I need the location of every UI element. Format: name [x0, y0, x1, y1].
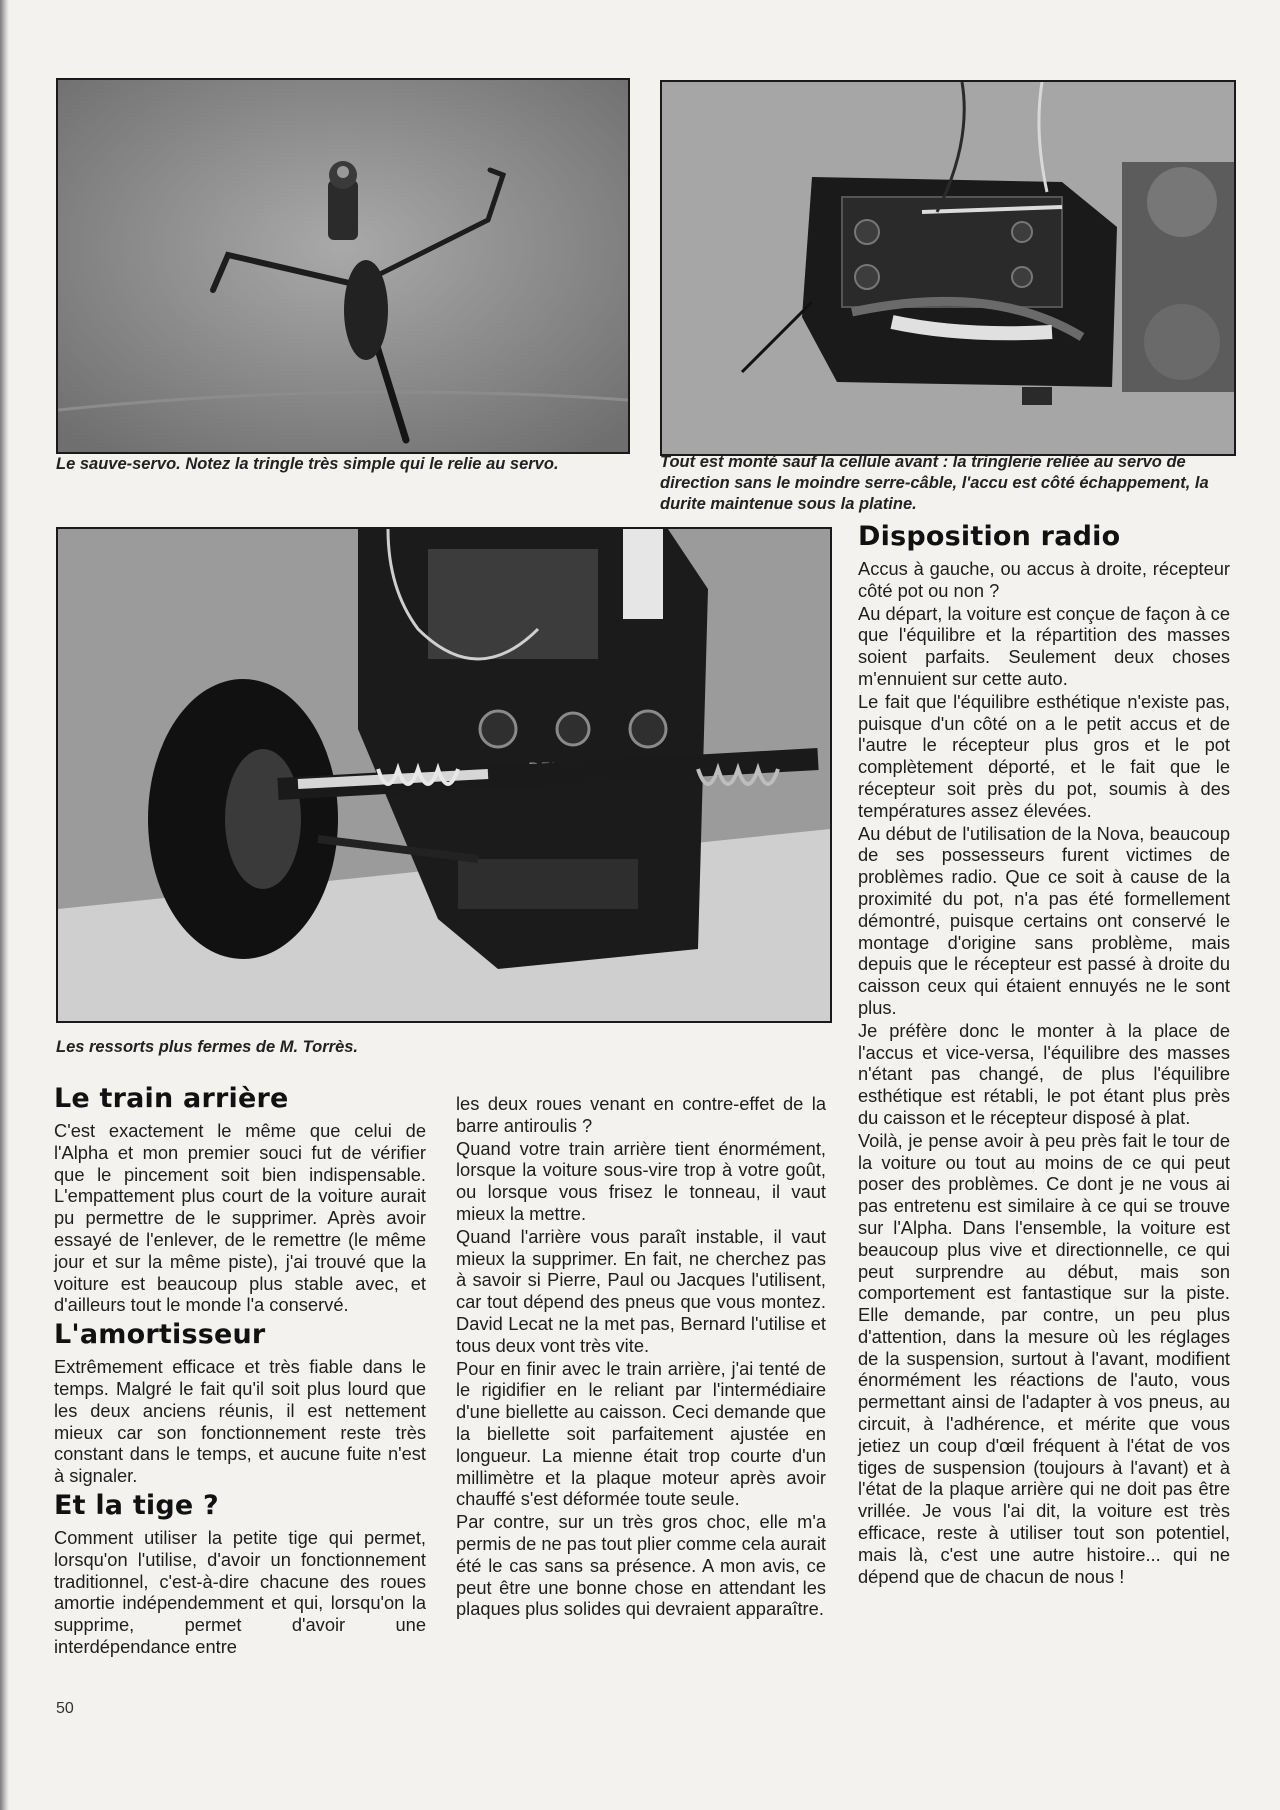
- column-3: [858, 518, 1230, 1588]
- radio-paragraph-1: Accus à gauche, ou accus à droite, récepteur côté pot ou non ?: [858, 558, 1230, 601]
- radio-paragraph-4: Au début de l'utilisation de la Nova, beaucoup de ses possesseurs furent victimes de problèmes radio. Que ce soit à cause de la proximité du pot, n'a pas été formellement démontré, puisque certains ont conservé le montage d'origine sans problème, mais depuis que le récepteur est passé à droite du caisson ceux qui étaient ennuyés ne le sont plus.: [858, 822, 1230, 1018]
- page-edge-shadow: [0, 0, 9, 1810]
- caption-servo-saver: Le sauve-servo. Notez la tringle très simple qui le relie au servo.: [56, 455, 559, 473]
- rod-paragraph-1: Comment utiliser la petite tige qui permet, lorsqu'on l'utilise, d'avoir un fonctionnement traditionnel, c'est-à-dire chacune des roues amortie indépendemment et qui, lorsqu'on la supprime, permet d'avoir une interdépendance entre: [54, 1526, 426, 1657]
- damper-paragraph-1: Extrêmement efficace et très fiable dans le temps. Malgré le fait qu'il soit plus lourd que les deux anciens réunis, il est nettement mieux car son fonctionnement reste très constant dans le temps, et aucune fuite n'est à signaler.: [54, 1356, 426, 1487]
- column-2: [456, 1093, 826, 1621]
- heading-damper: L'amortisseur: [54, 1319, 266, 1351]
- page-number: 50: [56, 1700, 74, 1717]
- rod-paragraph-4: Pour en finir avec le train arrière, j'ai tenté de le rigidifier en le reliant par l'intermédiaire d'une biellette au caisson. Ceci demande que la biellette soit parfaitement ajustée en longueur. La mienne était trop courte d'un millimètre et la plaque moteur après avoir chauffé s'est déformée toute seule.: [456, 1357, 826, 1510]
- heading-rod: Et la tige ?: [54, 1489, 219, 1521]
- rod-paragraph-2: Quand votre train arrière tient énormément, lorsque la voiture sous-vire trop à votre goût, ou lorsque vous frisez le tonneau, il vaut mieux la mettre.: [456, 1137, 826, 1224]
- photo-radio-tray: [660, 80, 1236, 456]
- rod-paragraph-3: Quand l'arrière vous paraît instable, il vaut mieux la supprimer. En fait, ne cherchez pas à savoir si Pierre, Paul ou Jacques l'utilisent, car tout dépend des pneus que vous montez. David Lecat ne la met pas, Bernard l'utilise et tous deux vont très vite.: [456, 1225, 826, 1356]
- rear-axle-paragraph-1: C'est exactement le même que celui de l'Alpha et mon premier souci fut de vérifier que le pincement soit bien indispensable. L'empattement plus court de la voiture aurait pu permettre de le supprimer. Après avoir essayé de l'enlever, de le remettre (le même jour et sur la même piste), j'ai trouvé que la voiture est beaucoup plus stable avec, et d'ailleurs tout le monde l'a conservé.: [54, 1120, 426, 1316]
- radio-paragraph-3: Le fait que l'équilibre esthétique n'existe pas, puisque d'un côté on a le petit accus et de l'autre le récepteur plus gros et le pot complètement déporté, et le fait que le récepteur soit près du pot, soumis à des températures assez élevées.: [858, 690, 1230, 821]
- radio-paragraph-5: Je préfère donc le monter à la place de l'accus et vice-versa, l'équilibre des masses n'étant pas changé, de plus l'équilibre esthétique est rétabli, le pot étant plus près du caisson et le récepteur disposé à plat.: [858, 1019, 1230, 1128]
- radio-paragraph-6: Voilà, je pense avoir à peu près fait le tour de la voiture ou tout au moins de ce qui peut poser des problèmes. Ce dont je ne vous ai pas entretenu est similaire à ce qui se trouve sur l'Alpha. Dans l'ensemble, la voiture est beaucoup plus vive et directionnelle, ce qui peut surprendre au début, mais son comportement est fantastique sur la piste. Elle demande, par contre, un peu plus d'attention, dans la mesure où les réglages de la suspension, surtout à l'avant, modifient énormément les réactions de l'auto, vous permettant ainsi de l'adapter à vos pneus, au circuit, à l'adhérence, et mérite que vous jetiez un coup d'œil fréquent à l'état de vos tiges de suspension (toujours à l'avant) et à l'état de la plaque arrière qui ne doit pas être vrillée. Je vous l'ai dit, la voiture est très efficace, reste à utiliser tout son potentiel, mais là, c'est une autre histoire... qui ne dépend que de chacun de nous !: [858, 1129, 1230, 1587]
- photo-servo-saver: [56, 78, 630, 454]
- column-1: [54, 1080, 426, 1659]
- radio-paragraph-2: Au départ, la voiture est conçue de façon à ce que l'équilibre et la répartition des masses soient parfaits. Seulement deux choses m'ennuient sur cette auto.: [858, 602, 1230, 689]
- heading-radio: Disposition radio: [858, 521, 1121, 552]
- caption-radio-tray: Tout est monté sauf la cellule avant : la tringlerie reliée au servo de direction sans le moindre serre-câble, l'accu est côté échappement, la durite maintenue sous la platine.: [660, 453, 1209, 513]
- rod-paragraph-1-continued: les deux roues venant en contre-effet de la barre antiroulis ?: [456, 1093, 826, 1136]
- heading-rear-axle: Le train arrière: [54, 1083, 289, 1114]
- photo-rear-springs: [56, 527, 832, 1023]
- caption-rear-springs: Les ressorts plus fermes de M. Torrès.: [56, 1038, 359, 1056]
- rod-paragraph-5: Par contre, sur un très gros choc, elle m'a permis de ne pas tout plier comme cela aurait été le cas sans sa présence. A mon avis, ce peut être une bonne chose en attendant les plaques plus solides qui devraient apparaître.: [456, 1511, 826, 1620]
